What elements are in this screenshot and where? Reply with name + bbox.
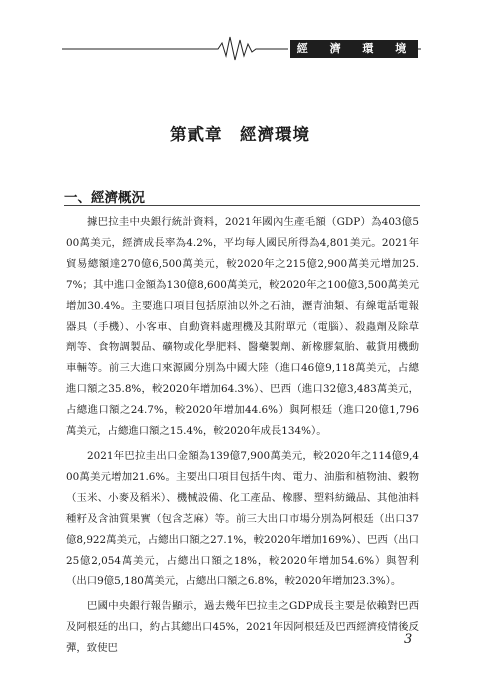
paragraph: 巴國中央銀行報告顯示，過去幾年巴拉圭之GDP成長主要是依賴對巴西及阿根廷的出口，約占其總出口45%，2021年因阿根廷及巴西經濟疫情後反彈，致使巴 (66, 600, 419, 655)
page-number: 3 (404, 632, 413, 647)
body-text (66, 212, 419, 663)
paragraph: 據巴拉圭中央銀行統計資料，2021年國內生產毛額（GDP）為403億500萬美元，經濟成長率為4.2%，平均每人國民所得為4,801美元。2021年貿易總額達270億6,500萬美元，較2020年之215億2,900萬美元增加25.7%；其中進口金額為130億8,600萬美元，較2020年之100億3,500萬美元增加30.4%。主要進口項目包括原油以外之石油，瀝青油類、有線電話電報器具（手機）、小客車、自動資料處理機及其附單元（電腦）、殺蟲劑及除草劑等、食物調製品、礦物或化學肥料、醫藥製劑、新橡膠氣胎、載貨用機動車輛等。前三大進口來源國分別為中國大陸（進口46億9,118萬美元，占總進口額之35.8%，較2020年增加64.3%）、巴西（進口32億3,483萬美元，占總進口額之24.7%，較2020年增加44.6%）與阿根廷（進口20億1,796萬美元，占總進口額之15.4%，較2020年成長134%）。 (66, 216, 419, 438)
section-divider (64, 205, 420, 206)
section-heading: 一、經濟概況 (64, 190, 145, 206)
paragraph: 2021年巴拉圭出口金額為139億7,900萬美元，較2020年之114億9,400萬美元增加21.6%。主要出口項目包括牛肉、電力、油脂和植物油、穀物（玉米、小麥及稻米）、機械設備、化工產品、橡膠、塑料紡織品、其他油料種籽及含油質果實（包含芝麻）等。前三大出口市場分別為阿根廷（出口37億8,922萬美元，占總出口額之27.1%，較2020年增加169%）、巴西（出口25億2,054萬美元，占總出口額之18%，較2020年增加54.6%）與智利（出口9億5,180萬美元，占總出口額之6.8%，較2020年增加23.3%）。 (66, 449, 419, 588)
running-header (0, 34, 480, 64)
chapter-title: 第貳章 經濟環境 (170, 125, 310, 144)
section-label: 經 濟 環 境 (290, 40, 418, 58)
